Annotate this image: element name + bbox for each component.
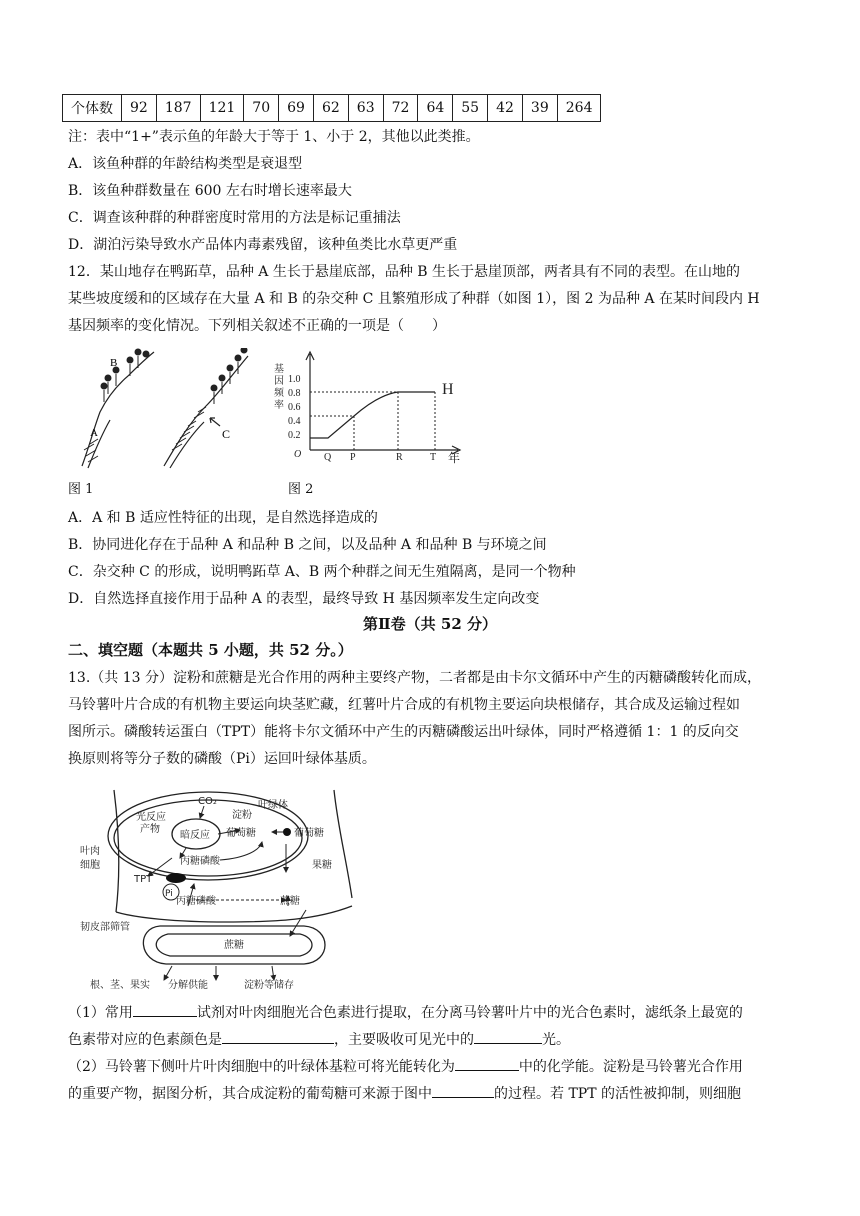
q12-option-d: D．自然选择直接作用于品种 A 的表型，最终导致 H 基因频率发生定向改变 [68, 591, 540, 607]
table-cell: 92 [122, 95, 157, 122]
table-cell: 69 [279, 95, 314, 122]
q13-para-line-2: 马铃薯叶片合成的有机物主要运向块茎贮藏，红薯叶片合成的有机物主要运向块根储存，其合成及运输过程如 [68, 697, 740, 713]
phloem-label: 韧皮部筛管 [80, 922, 130, 933]
light-product-label-1: 光反应 [136, 812, 166, 823]
triose-out-label: 丙糖磷酸 [176, 896, 216, 907]
fig2-ylabel-1: 基 [274, 364, 284, 375]
fig2-series-line [310, 392, 435, 438]
answer-blank-energy-carrier[interactable] [455, 1056, 519, 1071]
table-cell: 121 [200, 95, 244, 122]
part-2-title: 第Ⅱ卷（共 52 分） [363, 615, 497, 633]
figure-1-cliff-illustration [78, 348, 268, 473]
fig2-ytick: 0.6 [288, 402, 301, 413]
sucrose-out-label: 蔗糖 [280, 896, 300, 907]
q11-option-d: D．湖泊污染导致水产品体内毒素残留，该种鱼类比水草更严重 [68, 237, 458, 253]
fig2-series-label: H [442, 381, 454, 398]
q11-option-b: B．该鱼种群数量在 600 左右时增长速率最大 [68, 183, 352, 199]
fig2-ylabel-3: 频 [274, 388, 284, 399]
table-cell: 70 [244, 95, 279, 122]
chloroplast-label: 叶绿体 [258, 800, 288, 811]
fig2-xtick-r: R [396, 452, 403, 463]
fig2-xtick-p: P [350, 452, 356, 463]
fig2-ylabel-4: 率 [274, 400, 284, 411]
fig2-ytick: 0.8 [288, 388, 301, 399]
tpt-label: TPT [134, 874, 153, 885]
q13-sub1-line-1 [68, 1002, 743, 1023]
age-distribution-table [62, 94, 601, 122]
storage-label: 淀粉等储存 [244, 980, 294, 991]
figure-2-gene-frequency-chart [272, 350, 472, 472]
triose-in-label: 丙糖磷酸 [180, 856, 220, 867]
table-row-label: 个体数 [63, 95, 122, 122]
q13-para-line-1: 13.（共 13 分）淀粉和蔗糖是光合作用的两种主要终产物，二者都是由卡尔文循环中产生的丙糖磷酸转化而成， [68, 670, 761, 686]
q13-photosynthesis-diagram [76, 788, 366, 992]
answer-blank-process[interactable] [432, 1083, 494, 1098]
q12-stem-line-2: 某些坡度缓和的区域存在大量 A 和 B 的杂交种 C 且繁殖形成了种群（如图 1），图 2 为品种 A 在某时间段内 H [68, 291, 760, 307]
q13-sub1-text-e: 光。 [542, 1032, 570, 1048]
mesophyll-label-2: 细胞 [80, 860, 100, 871]
table-cell: 39 [522, 95, 557, 122]
q13-sub2-text-a: （2）马铃薯下侧叶片叶肉细胞中的叶绿体基粒可将光能转化为 [68, 1059, 455, 1075]
decompose-label: 分解供能 [168, 980, 208, 991]
q13-sub2-line-1 [68, 1056, 743, 1077]
fig1-label-a: A [90, 427, 98, 439]
tpt-transporter [166, 873, 186, 883]
glucose-in-label: 葡萄糖 [226, 828, 256, 839]
table-cell: 63 [348, 95, 383, 122]
fig2-xtick-q: Q [324, 452, 332, 463]
q12-option-b: B．协同进化存在于品种 A 和品种 B 之间，以及品种 A 和品种 B 与环境之间 [68, 537, 547, 553]
q11-option-c: C．调查该种群的种群密度时常用的方法是标记重捕法 [68, 210, 401, 226]
q12-option-a: A．A 和 B 适应性特征的出现，是自然选择造成的 [68, 510, 378, 526]
table-cell: 72 [383, 95, 418, 122]
q13-para-line-4: 换原则将等分子数的磷酸（Pi）运回叶绿体基质。 [68, 751, 376, 767]
q13-sub1-line-2 [68, 1029, 570, 1050]
q13-sub2-text-c: 的重要产物，据图分析，其合成淀粉的葡萄糖可来源于图中 [68, 1086, 432, 1102]
fig2-ylabel-2: 因 [274, 376, 284, 387]
tissues-label: 根、茎、果实 [90, 980, 150, 991]
fig2-ytick: 0.4 [288, 416, 301, 427]
table-cell: 187 [156, 95, 200, 122]
fig1-label-c: C [222, 427, 231, 441]
q12-option-c: C．杂交种 C 的形成，说明鸭跖草 A、B 两个种群之间无生殖隔离，是同一个物种 [68, 564, 576, 580]
fig2-ytick: 0.2 [288, 430, 301, 441]
figure-2-caption: 图 2 [288, 482, 314, 497]
q13-sub1-text-c: 色素带对应的色素颜色是 [68, 1032, 222, 1048]
q13-sub2-text-d: 的过程。若 TPT 的活性被抑制，则细胞 [494, 1086, 741, 1102]
sucrose-tube-label: 蔗糖 [224, 940, 244, 951]
q13-sub2-text-b: 中的化学能。淀粉是马铃薯光合作用 [518, 1059, 743, 1075]
light-product-label-2: 产物 [140, 824, 160, 835]
table-row [63, 95, 601, 122]
q13-sub1-text-d: ，主要吸收可见光中的 [334, 1032, 474, 1048]
q12-stem-line-3: 基因频率的变化情况。下列相关叙述不正确的一项是（ ） [68, 318, 446, 334]
table-note: 注：表中“1+”表示鱼的年龄大于等于 1、小于 2，其他以此类推。 [68, 129, 480, 145]
q13-para-line-3: 图所示。磷酸转运蛋白（TPT）能将卡尔文循环中产生的丙糖磷酸运出叶绿体，同时严格遵循 1：1 的反向交 [68, 724, 739, 740]
table-cell: 62 [313, 95, 348, 122]
figure-1-caption: 图 1 [68, 482, 94, 497]
glucose-out-label: 葡萄糖 [294, 828, 324, 839]
answer-blank-reagent[interactable] [133, 1002, 197, 1017]
fructose-label: 果糖 [312, 860, 332, 871]
fig2-origin: O [294, 449, 302, 460]
q13-sub1-text-b: 试剂对叶肉细胞光合色素进行提取，在分离马铃薯叶片中的光合色素时，滤纸条上最宽的 [196, 1005, 743, 1021]
fig1-label-b: B [110, 357, 118, 369]
q13-sub1-text-a: （1）常用 [68, 1005, 133, 1021]
table-cell: 55 [453, 95, 488, 122]
answer-blank-pigment-color[interactable] [222, 1029, 334, 1044]
co2-label: CO₂ [198, 796, 217, 807]
table-cell: 64 [418, 95, 453, 122]
fig2-ytick: 1.0 [288, 374, 301, 385]
dark-reaction-label: 暗反应 [180, 830, 210, 841]
fig2-xlabel: 年 [448, 451, 461, 465]
q11-option-a: A．该鱼种群的年龄结构类型是衰退型 [68, 156, 303, 172]
table-cell: 42 [488, 95, 523, 122]
answer-blank-light[interactable] [474, 1029, 542, 1044]
table-cell: 264 [557, 95, 601, 122]
q12-stem-line-1: 12．某山地存在鸭跖草，品种 A 生长于悬崖底部，品种 B 生长于悬崖顶部，两者具有不同的表型。在山地的 [68, 264, 741, 280]
pi-label: Pi [165, 889, 173, 899]
section-title: 二、填空题（本题共 5 小题，共 52 分。） [68, 641, 353, 659]
q13-sub2-line-2 [68, 1083, 741, 1104]
fig2-xtick-t: T [430, 452, 437, 463]
mesophyll-label-1: 叶肉 [80, 846, 100, 857]
starch-in-label: 淀粉 [232, 810, 252, 821]
